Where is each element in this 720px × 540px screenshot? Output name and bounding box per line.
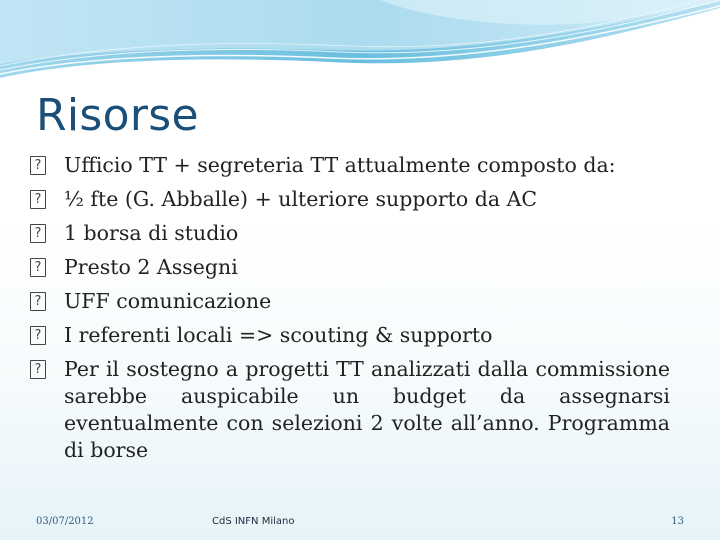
footer-page-number: 13 — [671, 516, 684, 527]
missing-glyph-bullet-icon — [30, 326, 46, 345]
missing-glyph-bullet-icon — [30, 156, 46, 175]
missing-glyph-bullet-icon — [30, 190, 46, 209]
bullet-text: Per il sostegno a progetti TT analizzati dalla commissione sarebbe auspicabile un budget da assegnarsi eventualmente con selezioni 2 volte all’anno. Programma di borse — [64, 357, 670, 462]
slide-title: Risorse — [36, 90, 199, 141]
bullet-item — [30, 356, 670, 464]
bullet-item — [30, 322, 670, 349]
bullet-text: 1 borsa di studio — [64, 221, 239, 245]
bullet-text: I referenti locali => scouting & supporto — [64, 323, 493, 347]
footer-date: 03/07/2012 — [36, 516, 94, 527]
missing-glyph-bullet-icon — [30, 360, 46, 379]
bullet-list — [30, 152, 670, 471]
bullet-text: Ufficio TT + segreteria TT attualmente composto da: — [64, 153, 616, 177]
bullet-item — [30, 254, 670, 281]
bullet-item — [30, 152, 670, 179]
bullet-item — [30, 186, 670, 213]
header-wave-decoration — [0, 0, 720, 90]
missing-glyph-bullet-icon — [30, 258, 46, 277]
footer-center-text: CdS INFN Milano — [212, 516, 295, 527]
bullet-text: ½ fte (G. Abballe) + ulteriore supporto da AC — [64, 187, 538, 211]
bullet-item — [30, 220, 670, 247]
bullet-item — [30, 288, 670, 315]
missing-glyph-bullet-icon — [30, 224, 46, 243]
bullet-text: UFF comunicazione — [64, 289, 272, 313]
bullet-text: Presto 2 Assegni — [64, 255, 238, 279]
missing-glyph-bullet-icon — [30, 292, 46, 311]
